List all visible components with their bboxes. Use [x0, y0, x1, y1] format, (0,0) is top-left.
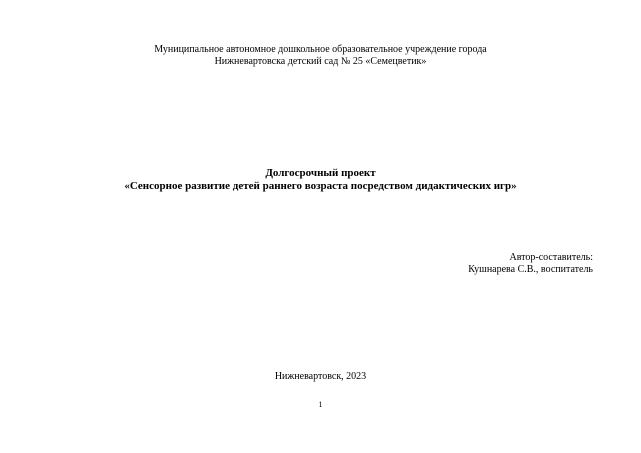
project-title — [0, 167, 641, 193]
institution-header — [0, 44, 641, 68]
project-name: «Сенсорное развитие детей раннего возраста посредством дидактических игр» — [124, 180, 517, 192]
project-type: Долгосрочный проект — [265, 167, 376, 179]
city-year: Нижневартовск, 2023 — [274, 371, 367, 382]
author-label: Автор-составитель: — [509, 252, 593, 263]
institution-header-line-2: Нижневартовска детский сад № 25 «Семецветик» — [214, 56, 427, 67]
institution-header-line-1: Муниципальное автономное дошкольное образовательное учреждение города — [154, 44, 487, 55]
page-number: 1 — [318, 400, 323, 409]
author-name: Кушнарева С.В., воспитатель — [468, 264, 593, 275]
author-block — [468, 252, 593, 276]
